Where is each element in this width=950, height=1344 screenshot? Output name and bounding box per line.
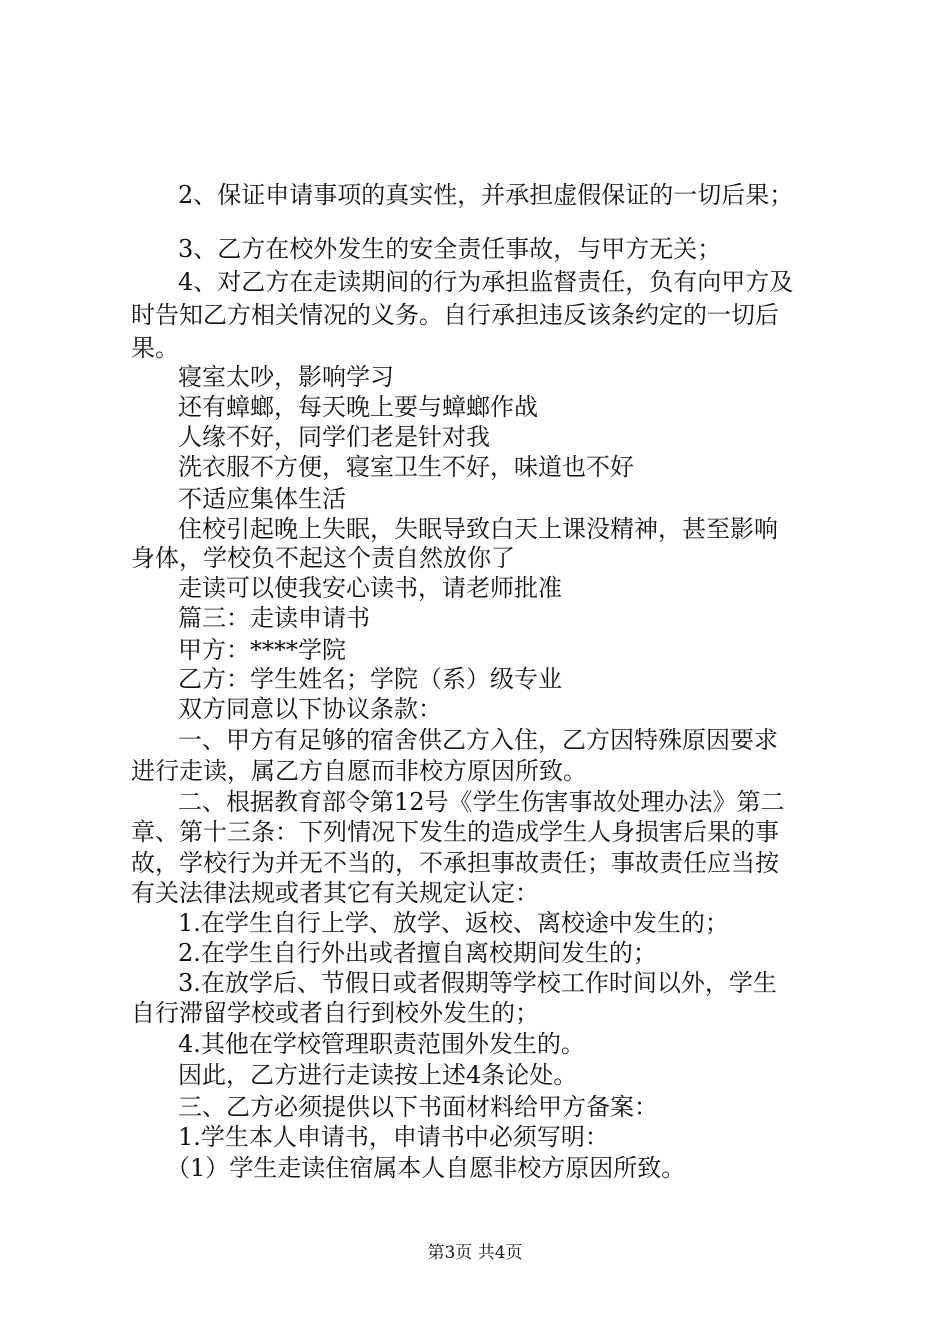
doc-line: 甲方：****学院: [178, 636, 346, 664]
doc-line: 三、乙方必须提供以下书面材料给甲方备案：: [178, 1093, 658, 1121]
doc-line: 身体，学校负不起这个责自然放你了: [131, 544, 515, 572]
page-footer: 第3页 共4页: [427, 1243, 523, 1263]
doc-line: 双方同意以下协议条款：: [178, 695, 442, 723]
doc-line: 2、保证申请事项的真实性，并承担虚假保证的一切后果；: [178, 181, 794, 209]
doc-line: 不适应集体生活: [178, 485, 346, 513]
doc-line: 果。: [131, 334, 179, 362]
doc-line: 篇三：走读申请书: [178, 604, 370, 632]
doc-line: 自行滞留学校或者自行到校外发生的；: [131, 999, 539, 1027]
doc-line: 章、第十三条：下列情况下发生的造成学生人身损害后果的事: [131, 818, 779, 846]
doc-line: 4、对乙方在走读期间的行为承担监督责任，负有向甲方及: [178, 268, 794, 296]
doc-line: 住校引起晚上失眠，失眠导致白天上课没精神，甚至影响: [178, 515, 778, 543]
doc-line: 3.在放学后、节假日或者假期等学校工作时间以外，学生: [178, 969, 777, 997]
doc-line: 2.在学生自行外出或者擅自离校期间发生的；: [178, 939, 657, 967]
doc-line: 因此，乙方进行走读按上述4条论处。: [178, 1061, 578, 1089]
doc-line: 1.学生本人申请书，申请书中必须写明：: [178, 1123, 609, 1151]
doc-line: 3、乙方在校外发生的安全责任事故，与甲方无关；: [178, 235, 722, 263]
doc-line: （1）学生走读住宿属本人自愿非校方原因所致。: [166, 1154, 686, 1182]
doc-line: 故，学校行为并无不当的，不承担事故责任；事故责任应当按: [131, 849, 779, 877]
doc-line: 1.在学生自行上学、放学、返校、离校途中发生的；: [178, 909, 729, 937]
doc-line: 洗衣服不方便，寝室卫生不好，味道也不好: [178, 453, 634, 481]
doc-line: 寝室太吵，影响学习: [178, 363, 394, 391]
doc-line: 有关法律法规或者其它有关规定认定：: [131, 879, 539, 907]
doc-line: 二、根据教育部令第12号《学生伤害事故处理办法》第二: [178, 788, 785, 816]
doc-line: 走读可以使我安心读书，请老师批准: [178, 574, 562, 602]
doc-line: 时告知乙方相关情况的义务。自行承担违反该条约定的一切后: [131, 301, 779, 329]
doc-line: 一、甲方有足够的宿舍供乙方入住，乙方因特殊原因要求: [178, 726, 778, 754]
doc-line: 人缘不好，同学们老是针对我: [178, 423, 490, 451]
doc-line: 进行走读，属乙方自愿而非校方原因所致。: [131, 757, 587, 785]
doc-line: 4.其他在学校管理职责范围外发生的。: [178, 1030, 585, 1058]
doc-line: 还有蟑螂，每天晚上要与蟑螂作战: [178, 393, 538, 421]
doc-line: 乙方：学生姓名；学院（系）级专业: [178, 665, 562, 693]
